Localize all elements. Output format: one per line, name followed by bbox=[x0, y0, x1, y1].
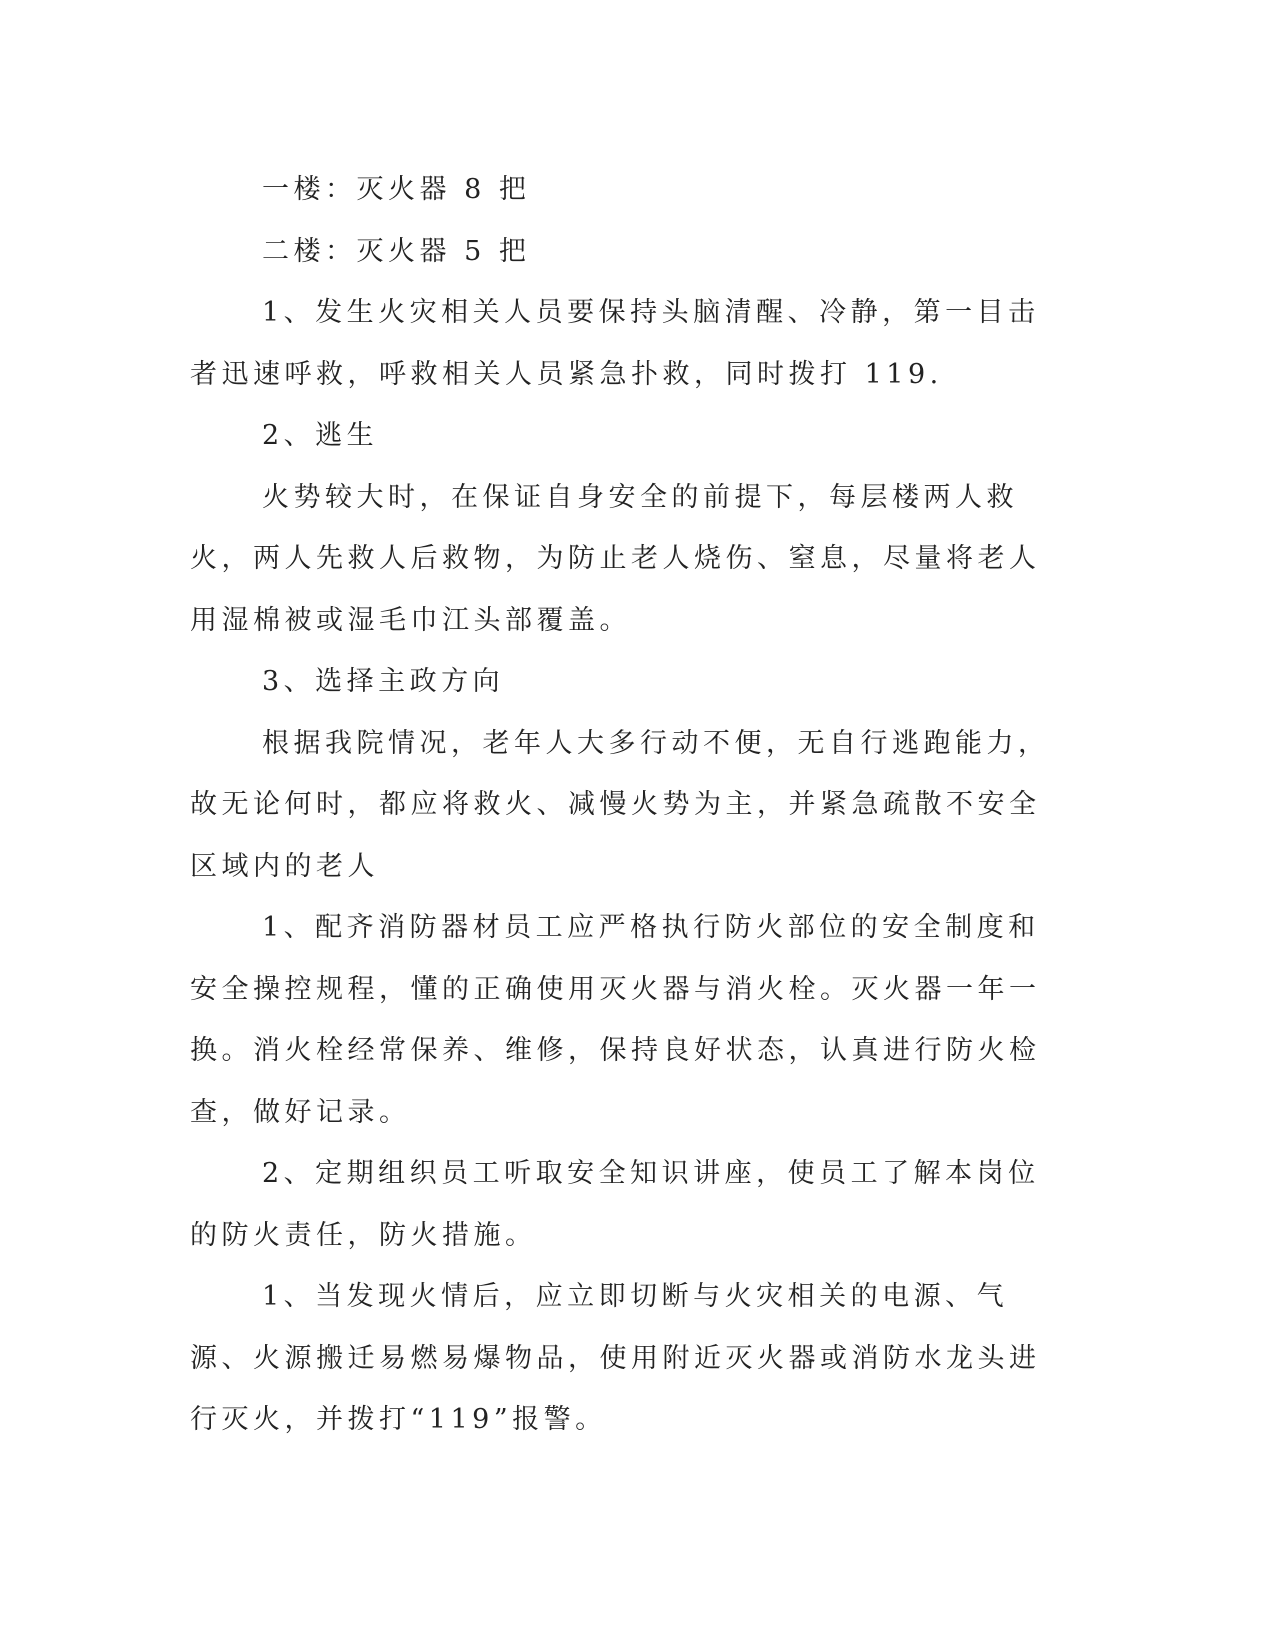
paragraph-direction-heading: 3、选择主政方向 bbox=[262, 666, 505, 697]
paragraph-floor-2-extinguishers: 二楼：灭火器 5 把 bbox=[262, 235, 531, 267]
paragraph-equipment: 1、配齐消防器材员工应严格执行防火部位的安全制度和安全操控规程，懂的正确使用灭火器与消火栓。灭火器一年一换。消火栓经常保养、维修，保持良好状态，认真进行防火检查，做好记录。 bbox=[190, 912, 1041, 1128]
document-body bbox=[190, 159, 1070, 1451]
paragraph-on-fire-discovery: 1、当发现火情后，应立即切断与火灾相关的电源、气源、火源搬迁易燃易爆物品，使用附近灭火器或消防水龙头进行灭火，并拨打“119”报警。 bbox=[190, 1281, 1041, 1435]
paragraph-escape-body: 火势较大时，在保证自身安全的前提下，每层楼两人救火，两人先救人后救物，为防止老人烧伤、窒息，尽量将老人用湿棉被或湿毛巾江头部覆盖。 bbox=[190, 481, 1041, 636]
paragraph-direction-body: 根据我院情况，老年人大多行动不便，无自行逃跑能力，故无论何时，都应将救火、减慢火势为主，并紧急疏散不安全区域内的老人 bbox=[190, 727, 1050, 882]
paragraph-stay-calm-call-119: 1、发生火灾相关人员要保持头脑清醒、冷静，第一目击者迅速呼救，呼救相关人员紧急扑救，同时拨打 119. bbox=[190, 297, 1040, 390]
paragraph-escape-heading: 2、逃生 bbox=[262, 420, 379, 451]
paragraph-floor-1-extinguishers: 一楼：灭火器 8 把 bbox=[262, 174, 531, 205]
paragraph-training: 2、定期组织员工听取安全知识讲座，使员工了解本岗位的防火责任，防火措施。 bbox=[190, 1158, 1040, 1251]
